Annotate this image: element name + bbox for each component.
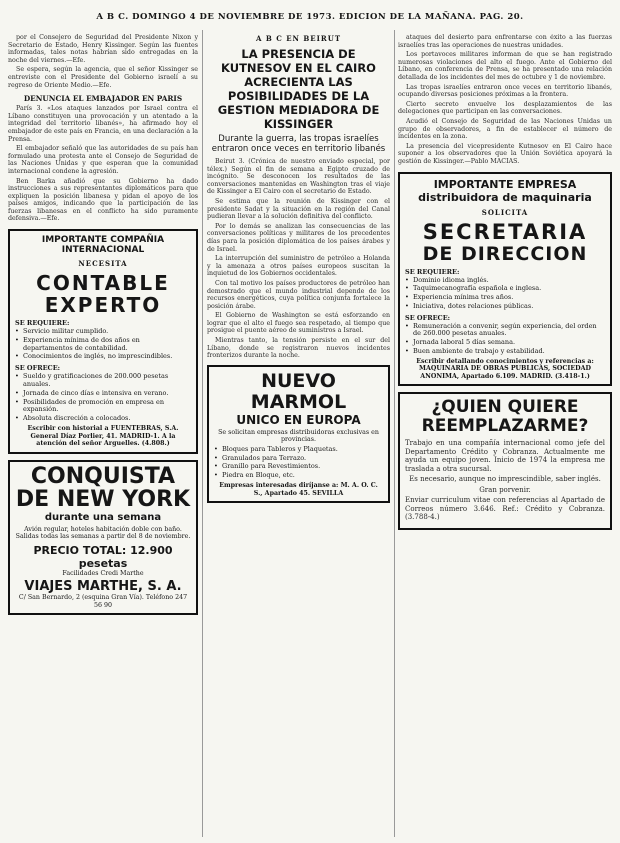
list-item: • Sueldo y gratificaciones de 200.000 pesetas anuales. (15, 373, 191, 389)
ad-nuevo-marmol (207, 365, 390, 503)
ad-requirements-label: SE REQUIERE: (405, 267, 460, 276)
ad-requirements (405, 277, 605, 311)
ad-title: NUEVO MARMOL (250, 369, 347, 413)
article-paragraph: Beirut 3. (Crónica de nuestro enviado especial, por télex.) Según el fin de semana a Egipto cruzado de incógnito. Se desconocen los resultados de las conversaciones mantenidas en Washington tras el viaje de Kissinger a El Cairo con el secretario de Estado. (207, 158, 390, 196)
ad-offers-label: SE OFRECE: (405, 313, 451, 322)
ad-body: Trabajo en una compañía internacional como jefe del Departamento Crédito y Cobranza. Actualmente me ayuda un equipo joven. Inicio de 1974 la empresa me traslada a otra sucursal. (405, 439, 605, 473)
ad-contact: Escribir con historial a FUENTEBRAS, S.A. General Díaz Porlier, 41. MADRID-1. A la atención del señor Arguelles. (4.808.) (27, 425, 179, 448)
ad-requirements (15, 328, 191, 361)
ad-title-line2: DE NEW YORK (15, 486, 191, 512)
article-headline: DENUNCIA EL EMBAJADOR EN PARIS (23, 94, 183, 104)
ad-contact: Escribir detallando conocimientos y referencias a: MAQUINARIA DE OBRAS PUBLICAS, SOCIEDAD ANONIMA, Apartado 6.109. MADRID. (3.418-1.) (416, 357, 594, 380)
ad-kicker: SOLICITA (481, 207, 529, 217)
ad-title: SECRETARIA (422, 219, 588, 244)
ad-requirements-label: SE REQUIERE: (15, 319, 70, 328)
ad-details: Avión regular, hoteles habitación doble con baño. Salidas todas las semanas a partir del 8 de noviembre. (15, 525, 191, 541)
ad-offers-label: SE OFRECE: (15, 364, 61, 373)
ad-conquista-new-york (8, 460, 198, 616)
ad-address: C/ San Bernardo, 2 (esquina Gran Vía). Teléfono 247 56 90 (18, 594, 188, 609)
article-paragraph: Mientras tanto, la tensión persiste en el sur del Líbano, donde se registraron nuevos incidentes fronterizos durante la noche. (207, 337, 390, 360)
column-right (398, 34, 612, 837)
ad-title: ¿QUIEN QUIERE (431, 397, 579, 418)
ad-secretaria-direccion (398, 172, 612, 387)
ad-signoff: Gran porvenir. (479, 485, 531, 494)
list-item: • Iniciativa, dotes relaciones públicas. (405, 303, 605, 311)
ad-items (214, 446, 383, 480)
ad-company: IMPORTANTE COMPAÑIA INTERNACIONAL (41, 235, 165, 256)
list-item: • Servicio militar cumplido. (15, 328, 191, 336)
column-center (207, 34, 390, 837)
list-item: • Experiencia mínima de dos años en departamentos de contabilidad. (15, 337, 191, 353)
ad-offers (405, 323, 605, 356)
article-paragraph: Cierto secreto envuelve los desplazamientos de las delegaciones que participan en las conversaciones. (398, 100, 612, 116)
main-deck: Durante la guerra, las tropas israelíes entraron once veces en territorio libanés (211, 134, 386, 154)
list-item: • Granulados para Terrazo. (214, 455, 383, 463)
article-paragraph: Los portavoces militares informan de que se han registrado numerosas violaciones del alto el fuego. Ante el Gobierno del Líbano, en conferencia de Prensa, se ha presentado una relación detallada de los incidentes del mes de octubre y 1 de noviembre. (398, 51, 612, 81)
list-item: • Buen ambiente de trabajo y estabilidad. (405, 348, 605, 356)
article-paragraph: Ben Barka añadió que su Gobierno ha dado instrucciones a sus representantes diplomáticos para que expliquen la posición libanesa y pidan el apoyo de los países amigos, indicando que la participación de las fuerzas libanesas en el conflicto ha sido puramente defensiva.—Efe. (8, 177, 198, 223)
article-paragraph: Por lo demás se analizan las consecuencias de las conversaciones políticas y militares de los precedentes días para la posición diplomática de los países árabes y de Israel. (207, 222, 390, 253)
ad-offers (15, 373, 191, 423)
section-kicker: A B C EN BEIRUT (255, 34, 342, 43)
article-paragraph: ataques del desierto para enfrentarse con éxito a las fuerzas israelíes tras las operaciones de nuestras unidades. (398, 34, 612, 49)
article-paragraph: por el Consejero de Seguridad del Presidente Nixon y Secretario de Estado, Henry Kissinger. Según las fuentes informadas, tales notas habrían sido entregadas en la noche del viernes.—Efe. (8, 34, 198, 64)
list-item: • Absoluta discreción a colocados. (15, 415, 191, 423)
article-paragraph: La interrupción del suministro de petróleo a Holanda y la amenaza a otros países europeos suscitan la inquietud de los Gobiernos occidentales. (207, 255, 390, 278)
ad-contact: Empresas interesadas diríjanse a: M. A. O. C. S., Apartado 45. SEVILLA (219, 482, 378, 497)
ad-quien-quiere-reemplazarme (398, 392, 612, 530)
article-paragraph: Con tal motivo los países productores de petróleo han demostrado que el mundo industrial depende de los recursos energéticos, cuya política conjunta fortalece la posición árabe. (207, 279, 390, 310)
list-item: • Bloques para Tableros y Plaquetas. (214, 446, 383, 454)
list-item: • Posibilidades de promoción en empresa en expansión. (15, 399, 191, 415)
ad-intro: Se solicitan empresas distribuidoras exclusivas en provincias. (218, 428, 379, 444)
article-paragraph: Se estima que la reunión de Kissinger con el presidente Sadat y la situación en la región del Canal pudieran llevar a la solución definitiva del conflicto. (207, 197, 390, 221)
list-item: • Dominio idioma inglés. (405, 277, 605, 285)
ad-price: PRECIO TOTAL: 12.900 pesetas (33, 543, 173, 570)
article-paragraph: Acudió el Consejo de Seguridad de las Naciones Unidas un grupo de observadores, a fin de establecer el número de incidentes en la zona. (398, 117, 612, 141)
ad-kicker: NECESITA (78, 259, 128, 269)
ad-title-line2: REEMPLAZARME? (421, 416, 589, 437)
ad-subtitle: durante una semana (44, 511, 162, 523)
list-item: • Jornada laboral 5 días semana. (405, 339, 605, 347)
ad-company: IMPORTANTE EMPRESA distribuidora de maquinaria (418, 177, 592, 204)
ad-title-line2: DE DIRECCION (422, 242, 588, 265)
ad-contable-experto (8, 229, 198, 453)
article-paragraph: La presencia del vicepresidente Kutnesov en El Cairo hace suponer a los observadores que la Unión Soviética apoyará la gestión de Kissinger.—Pablo MACIAS. (398, 142, 612, 165)
ad-requirement: Es necesario, aunque no imprescindible, saber inglés. (409, 475, 601, 484)
ad-title-line2: UNICO EN EUROPA (236, 412, 361, 427)
list-item: • Remuneración a convenir, según experiencia, del orden de 260.000 pesetas anuales. (405, 323, 605, 339)
ad-price-note: Facilidades Credi Marthe (62, 569, 144, 577)
ad-agency: VIAJES MARTHE, S. A. (24, 579, 182, 595)
ad-title: CONTABLE EXPERTO (36, 271, 170, 318)
list-item: • Conocimientos de inglés, no imprescindibles. (15, 353, 191, 361)
ad-title: CONQUISTA (30, 463, 176, 489)
main-headline: LA PRESENCIA DE KUTNESOV EN EL CAIRO ACRECIENTA LAS POSIBILIDADES DE LA GESTION MEDIADORA DE KISSINGER (217, 47, 380, 131)
article-paragraph: El embajador señaló que las autoridades de su país han formulado una protesta ante el Consejo de Seguridad de las Naciones Unidas y que esperan que la comunidad internacional condene la agresión. (8, 145, 198, 175)
column-left (8, 34, 198, 837)
list-item: • Taquimecanografía española e inglesa. (405, 285, 605, 293)
ad-contact: Enviar curriculum vitae con referencias al Apartado de Correos número 3.646. Ref.: Crédito y Cobranza. (3.788-4.) (405, 496, 605, 522)
article-paragraph: Las tropas israelíes entraron once veces en territorio libanés, ocupando diversas posiciones próximas a la frontera. (398, 83, 612, 99)
list-item: • Granillo para Revestimientos. (214, 463, 383, 471)
article-paragraph: El Gobierno de Washington se está esforzando en lograr que el alto el fuego sea respetado, al tiempo que prosigue el puente aéreo de suministros a Israel. (207, 312, 390, 335)
list-item: • Jornada de cinco días e intensiva en verano. (15, 390, 191, 398)
article-paragraph: París 3. «Los ataques lanzados por Israel contra el Líbano constituyen una provocación y un atentado a la integridad del territorio libanés», ha afirmado hoy el embajador de este país en Francia, en una declaración a la Prensa. (8, 105, 198, 143)
page-header: A B C. DOMINGO 4 DE NOVIEMBRE DE 1973. EDICION DE LA MAÑANA. PAG. 20. (96, 12, 524, 22)
article-paragraph: Se espera, según la agencia, que el señor Kissinger se entreviste con el Presidente del Gobierno israelí a su regreso de Oriente Medio.—Efe. (8, 66, 198, 89)
list-item: • Piedra en Bloque, etc. (214, 472, 383, 480)
list-item: • Experiencia mínima tres años. (405, 294, 605, 302)
